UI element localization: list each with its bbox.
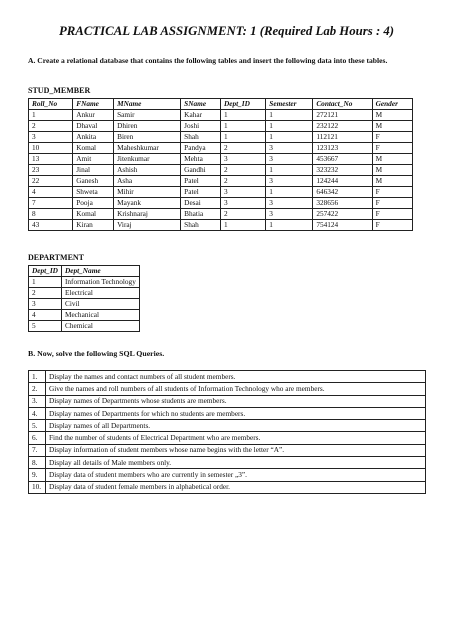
table-cell: Display the names and contact numbers of all student members. — [46, 371, 426, 383]
table-cell: Shah — [181, 132, 221, 143]
table-cell: Biren — [114, 132, 181, 143]
table-cell: F — [372, 143, 412, 154]
table-cell: 323232 — [313, 165, 372, 176]
table-cell: 10 — [29, 143, 73, 154]
table-cell: Display data of student members who are currently in semester „3”. — [46, 469, 426, 481]
table-row — [29, 420, 426, 432]
table-cell: Display names of Departments for which no students are members. — [46, 407, 426, 419]
table-cell: 1 — [266, 165, 313, 176]
table-cell: F — [372, 209, 412, 220]
table-row — [29, 165, 413, 176]
table-cell: 1 — [220, 132, 265, 143]
table-cell: Display all details of Male members only. — [46, 457, 426, 469]
table-cell: Ganesh — [73, 176, 114, 187]
table-row — [29, 110, 413, 121]
column-header: Semester — [266, 99, 313, 110]
table-cell: Ankita — [73, 132, 114, 143]
table-row — [29, 220, 413, 231]
table-cell: 4 — [29, 187, 73, 198]
table-cell: 2. — [29, 383, 46, 395]
table-cell: 22 — [29, 176, 73, 187]
column-header: Dept_ID — [29, 266, 62, 277]
table-cell: 23 — [29, 165, 73, 176]
table-cell: 2 — [220, 209, 265, 220]
table-cell: Gandhi — [181, 165, 221, 176]
table-cell: 2 — [29, 288, 62, 299]
table-cell: Joshi — [181, 121, 221, 132]
table-row — [29, 176, 413, 187]
table-cell: Komal — [73, 209, 114, 220]
table-cell: 1 — [266, 110, 313, 121]
department-label: DEPARTMENT — [28, 253, 85, 262]
table-cell: 1. — [29, 371, 46, 383]
table-cell: 3 — [220, 154, 265, 165]
table-cell: 3. — [29, 395, 46, 407]
table-cell: F — [372, 220, 412, 231]
table-cell: 4 — [29, 310, 62, 321]
table-row — [29, 154, 413, 165]
table-row — [29, 407, 426, 419]
table-cell: 9. — [29, 469, 46, 481]
table-cell: 3 — [266, 176, 313, 187]
column-header: FName — [73, 99, 114, 110]
table-row — [29, 310, 140, 321]
table-cell: Desai — [181, 198, 221, 209]
table-cell: 7. — [29, 444, 46, 456]
table-cell: 8. — [29, 457, 46, 469]
table-cell: Display names of Departments whose students are members. — [46, 395, 426, 407]
section-a-instructions: A. Create a relational database that contains the following tables and insert the following data into these tables. — [28, 56, 388, 65]
table-row — [29, 132, 413, 143]
table-cell: 754124 — [313, 220, 372, 231]
table-cell: 10. — [29, 481, 46, 493]
column-header: Contact_No — [313, 99, 372, 110]
table-cell: Shweta — [73, 187, 114, 198]
table-cell: Ankur — [73, 110, 114, 121]
table-cell: M — [372, 165, 412, 176]
table-cell: Find the number of students of Electrical Department who are members. — [46, 432, 426, 444]
table-cell: 7 — [29, 198, 73, 209]
table-cell: Bhatia — [181, 209, 221, 220]
stud-member-table — [28, 98, 413, 231]
table-cell: 646342 — [313, 187, 372, 198]
table-row — [29, 371, 426, 383]
table-cell: Civil — [61, 299, 139, 310]
table-cell: 3 — [266, 209, 313, 220]
table-cell: Kiran — [73, 220, 114, 231]
column-header: SName — [181, 99, 221, 110]
table-cell: 4. — [29, 407, 46, 419]
table-cell: Mayank — [114, 198, 181, 209]
table-row — [29, 321, 140, 332]
table-cell: 1 — [266, 220, 313, 231]
table-row — [29, 299, 140, 310]
table-cell: 1 — [220, 110, 265, 121]
table-cell: 1 — [220, 220, 265, 231]
table-cell: 272121 — [313, 110, 372, 121]
table-cell: M — [372, 154, 412, 165]
column-header: Dept_ID — [220, 99, 265, 110]
table-cell: 3 — [266, 198, 313, 209]
table-row — [29, 187, 413, 198]
table-header-row — [29, 99, 413, 110]
table-cell: 43 — [29, 220, 73, 231]
table-cell: Display information of student members whose name begins with the letter “A”. — [46, 444, 426, 456]
table-cell: 1 — [266, 121, 313, 132]
table-cell: M — [372, 176, 412, 187]
table-cell: 1 — [29, 277, 62, 288]
table-cell: 1 — [266, 132, 313, 143]
table-cell: Dhaval — [73, 121, 114, 132]
table-cell: 6. — [29, 432, 46, 444]
table-cell: Display data of student female members in alphabetical order. — [46, 481, 426, 493]
table-cell: 2 — [220, 165, 265, 176]
table-cell: Patel — [181, 187, 221, 198]
table-row — [29, 277, 140, 288]
table-cell: F — [372, 132, 412, 143]
table-cell: Dhiren — [114, 121, 181, 132]
table-row — [29, 209, 413, 220]
table-cell: Pooja — [73, 198, 114, 209]
table-cell: Komal — [73, 143, 114, 154]
page-title: PRACTICAL LAB ASSIGNMENT: 1 (Required Lab Hours : 4) — [58, 24, 395, 38]
table-cell: Ashish — [114, 165, 181, 176]
table-cell: Asha — [114, 176, 181, 187]
department-table — [28, 265, 140, 332]
stud-member-label: STUD_MEMBER — [28, 86, 91, 95]
table-row — [29, 288, 140, 299]
table-cell: M — [372, 110, 412, 121]
table-row — [29, 481, 426, 493]
table-cell: Electrical — [61, 288, 139, 299]
table-row — [29, 383, 426, 395]
table-cell: 13 — [29, 154, 73, 165]
table-cell: 123123 — [313, 143, 372, 154]
table-cell: 1 — [29, 110, 73, 121]
table-cell: Display names of all Departments. — [46, 420, 426, 432]
queries-table — [28, 370, 426, 494]
section-b-heading: B. Now, solve the following SQL Queries. — [28, 349, 165, 358]
column-header: MName — [114, 99, 181, 110]
table-cell: 2 — [29, 121, 73, 132]
table-cell: 2 — [220, 143, 265, 154]
table-cell: Samir — [114, 110, 181, 121]
table-cell: 453667 — [313, 154, 372, 165]
table-row — [29, 143, 413, 154]
table-row — [29, 121, 413, 132]
table-cell: Mechanical — [61, 310, 139, 321]
table-cell: Viraj — [114, 220, 181, 231]
table-row — [29, 457, 426, 469]
table-cell: 5 — [29, 321, 62, 332]
table-cell: Information Technology — [61, 277, 139, 288]
table-cell: Pandya — [181, 143, 221, 154]
table-row — [29, 469, 426, 481]
table-cell: 328656 — [313, 198, 372, 209]
table-cell: 3 — [29, 299, 62, 310]
table-cell: 5. — [29, 420, 46, 432]
table-cell: 112121 — [313, 132, 372, 143]
table-cell: 3 — [220, 187, 265, 198]
table-cell: 232122 — [313, 121, 372, 132]
table-cell: Krishnaraj — [114, 209, 181, 220]
table-cell: Kahar — [181, 110, 221, 121]
table-cell: 2 — [220, 176, 265, 187]
table-cell: 124244 — [313, 176, 372, 187]
table-cell: 8 — [29, 209, 73, 220]
table-cell: Amit — [73, 154, 114, 165]
table-cell: 3 — [29, 132, 73, 143]
column-header: Dept_Name — [61, 266, 139, 277]
table-cell: 257422 — [313, 209, 372, 220]
table-header-row — [29, 266, 140, 277]
table-cell: Mehta — [181, 154, 221, 165]
table-cell: Jitenkumar — [114, 154, 181, 165]
table-row — [29, 444, 426, 456]
table-cell: 1 — [220, 121, 265, 132]
table-row — [29, 432, 426, 444]
table-row — [29, 198, 413, 209]
table-row — [29, 395, 426, 407]
table-cell: 3 — [266, 143, 313, 154]
table-cell: F — [372, 198, 412, 209]
column-header: Gender — [372, 99, 412, 110]
column-header: Roll_No — [29, 99, 73, 110]
table-cell: Patel — [181, 176, 221, 187]
table-cell: 1 — [266, 187, 313, 198]
table-cell: Give the names and roll numbers of all students of Information Technology who are members. — [46, 383, 426, 395]
table-cell: 3 — [266, 154, 313, 165]
table-cell: Jinal — [73, 165, 114, 176]
table-cell: Maheshkumar — [114, 143, 181, 154]
table-cell: 3 — [220, 198, 265, 209]
table-cell: F — [372, 187, 412, 198]
table-cell: Shah — [181, 220, 221, 231]
table-cell: Chemical — [61, 321, 139, 332]
table-cell: Mihir — [114, 187, 181, 198]
table-cell: M — [372, 121, 412, 132]
